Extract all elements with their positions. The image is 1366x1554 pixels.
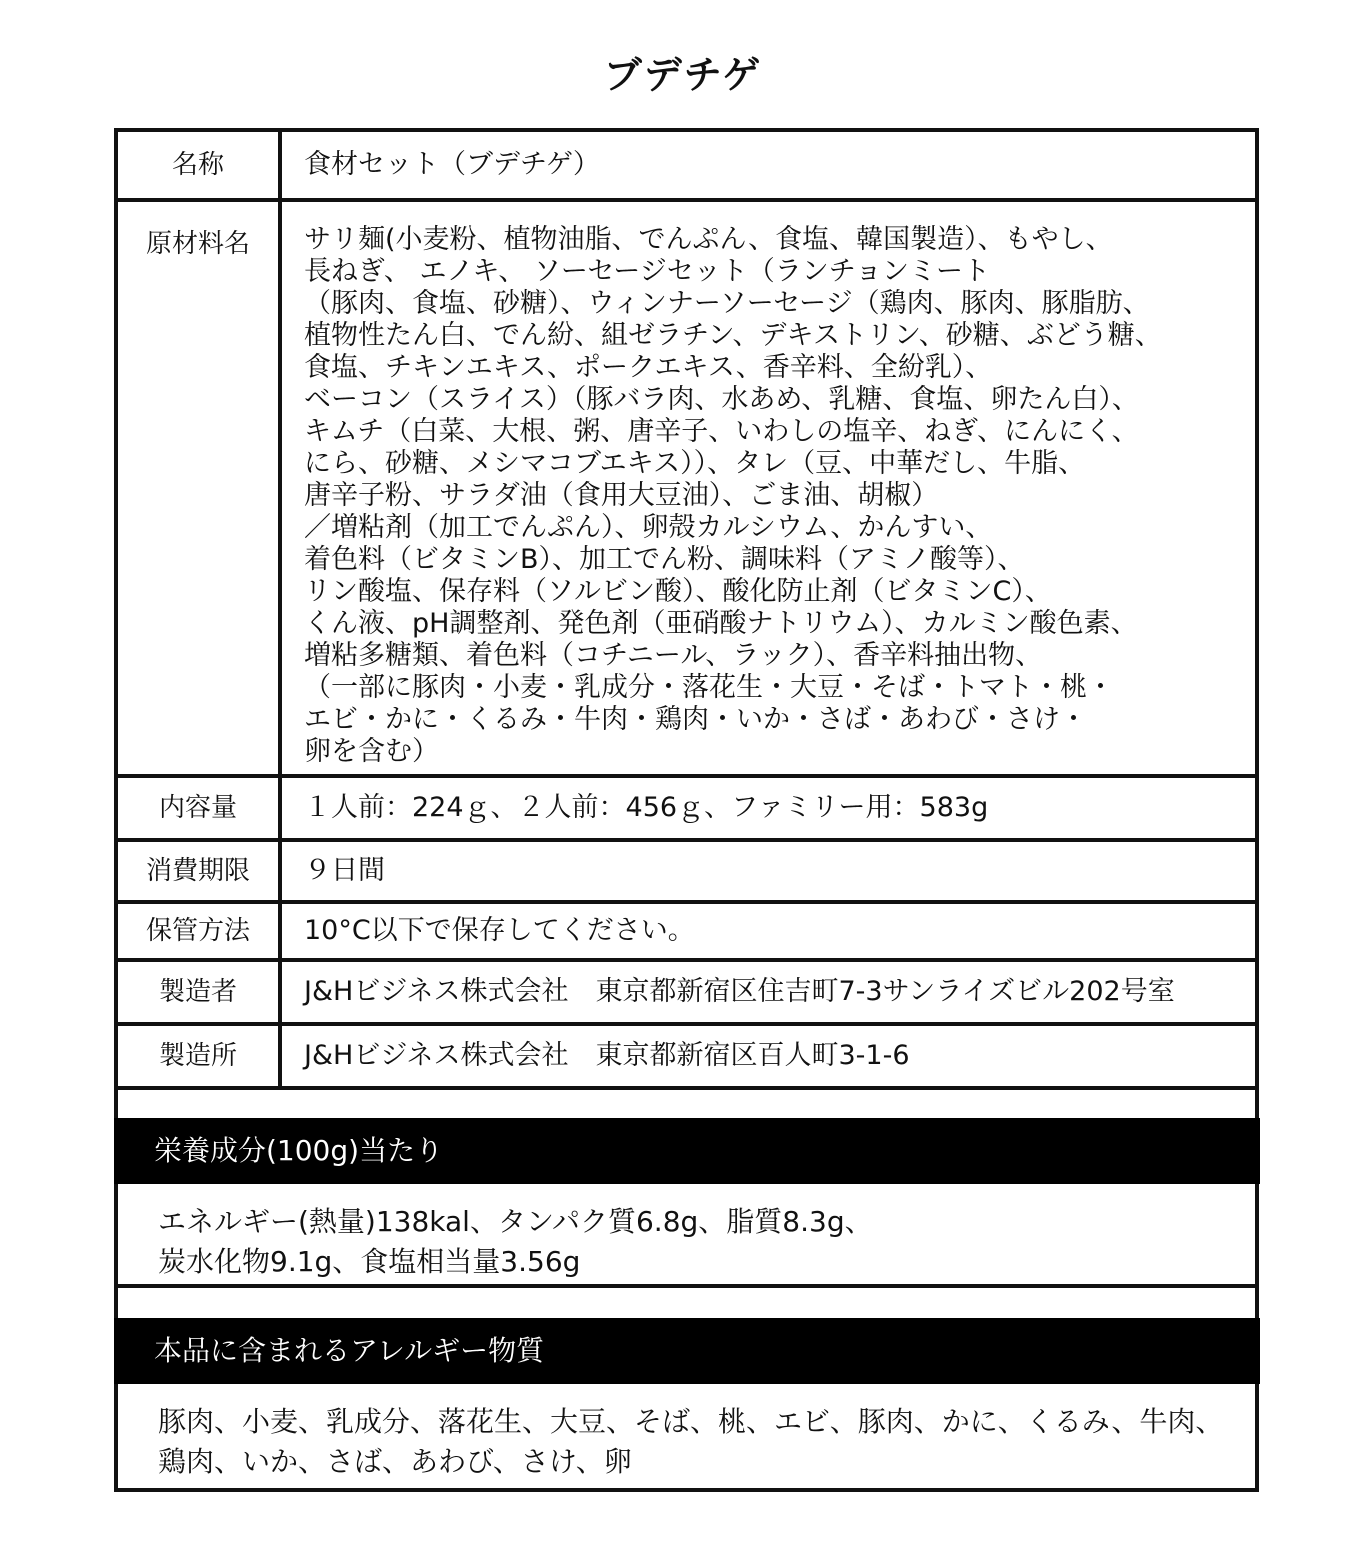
ingredient-line: リン酸塩、保存料（ソルビン酸）、酸化防止剤（ビタミンC）、 [304,576,1052,607]
manufacturer-label: 製造者 [118,960,280,1024]
ingredient-line: 食塩、チキンエキス、ポークエキス、香辛料、全紛乳）、 [304,352,993,383]
nutrition-line: 炭水化物9.1g、食塩相当量3.56g [158,1245,581,1278]
ingredient-line: にら、砂糖、メシマコブエキス））、タレ（豆、中華だし、牛脂、 [304,448,1086,479]
ingredient-line: （一部に豚肉・小麦・乳成分・落花生・大豆・そば・トマト・桃・ [304,672,1114,703]
allergen-heading: 本品に含まれるアレルギー物質 [114,1318,1260,1384]
allergen-line: 鶏肉、いか、さば、あわび、さけ、卵 [158,1445,632,1478]
nutrition-body [158,1202,873,1282]
ingredient-line: 着色料（ビタミンB）、加工でん粉、調味料（アミノ酸等）、 [304,544,1025,575]
table-row-contents [118,776,1255,840]
nutrition-heading: 栄養成分(100g)当たり [114,1118,1260,1184]
ingredient-line: キムチ（白菜、大根、粥、唐辛子、いわしの塩辛、ねぎ、にんにく、 [304,416,1139,447]
table-row-ingredients [118,200,1255,776]
ingredients-label: 原材料名 [118,200,280,776]
ingredient-line: 植物性たん白、でん紛、組ゼラチン、デキストリン、砂糖、ぶどう糖、 [304,320,1162,351]
divider [118,1284,1255,1288]
storage-value: 10°C以下で保存してください。 [280,902,1255,960]
ingredient-line: くん液、pH調整剤、発色剤（亜硝酸ナトリウム）、カルミン酸色素、 [304,608,1138,639]
ingredients-value [280,200,1255,776]
name-value: 食材セット（ブデチゲ） [280,132,1255,200]
ingredient-line: サリ麺(小麦粉、植物油脂、でんぷん、食塩、韓国製造）、もやし、 [304,224,1113,255]
ingredient-line: 増粘多糖類、着色料（コチニール、ラック）、香辛料抽出物、 [304,640,1043,671]
manufacturer-value: J&Hビジネス株式会社 東京都新宿区住吉町7-3サンライズビル202号室 [280,960,1255,1024]
ingredient-line: （豚肉、食塩、砂糖）、ウィンナーソーセージ（鶏肉、豚肉、豚脂肪、 [304,288,1150,319]
factory-value: J&Hビジネス株式会社 東京都新宿区百人町3-1-6 [280,1024,1255,1088]
contents-value: １人前：224ｇ、２人前：456ｇ、ファミリー用：583g [280,776,1255,840]
allergen-line: 豚肉、小麦、乳成分、落花生、大豆、そば、桃、エビ、豚肉、かに、くるみ、牛肉、 [158,1405,1224,1438]
ingredient-line: エビ・かに・くるみ・牛肉・鶏肉・いか・さば・あわび・さけ・ [304,704,1087,735]
product-label-sheet [114,128,1259,1492]
allergen-body [158,1402,1223,1482]
contents-label: 内容量 [118,776,280,840]
table-row-expiry [118,840,1255,902]
ingredient-line: ベーコン（スライス）（豚バラ肉、水あめ、乳糖、食塩、卵たん白）、 [304,384,1139,415]
product-info-table [118,132,1255,1090]
table-row-storage [118,902,1255,960]
factory-label: 製造所 [118,1024,280,1088]
ingredient-line: 卵を含む） [304,736,439,767]
page-title: ブデチゲ [603,53,763,97]
name-label: 名称 [118,132,280,200]
table-row-factory [118,1024,1255,1088]
ingredient-line: ／増粘剤（加工でんぷん）、卵殻カルシウム、かんすい、 [304,512,993,543]
expiry-label: 消費期限 [118,840,280,902]
table-row-name [118,132,1255,200]
storage-label: 保管方法 [118,902,280,960]
ingredient-line: 唐辛子粉、サラダ油（食用大豆油）、ごま油、胡椒） [304,480,939,511]
ingredient-line: 長ねぎ、 エノキ、 ソーセージセット（ランチョンミート [304,256,990,287]
expiry-value: ９日間 [280,840,1255,902]
table-row-manufacturer [118,960,1255,1024]
nutrition-line: エネルギー(熱量)138kal、タンパク質6.8g、脂質8.3g、 [158,1205,873,1238]
